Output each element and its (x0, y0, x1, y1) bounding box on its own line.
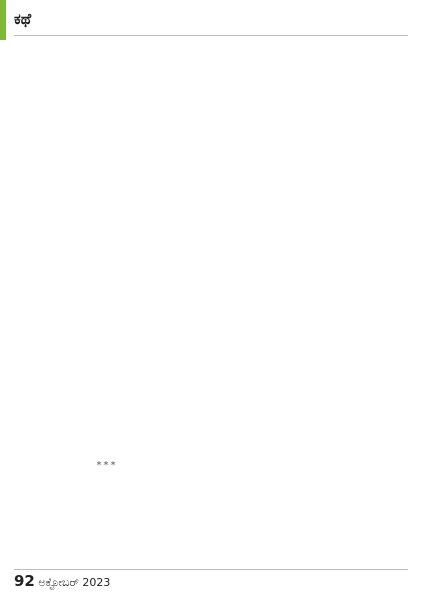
page-number: 92 (14, 572, 35, 590)
body-column-right (214, 44, 408, 568)
page-footer (14, 572, 110, 590)
header-rule (14, 35, 408, 36)
body-column-left (14, 44, 200, 568)
issue-date: ಅಕ್ಟೋಬರ್ 2023 (38, 576, 111, 589)
footer-rule (14, 569, 408, 570)
section-heading: ಕಥೆ (14, 10, 32, 28)
accent-bar (0, 0, 6, 40)
scene-break: *** (96, 460, 118, 471)
